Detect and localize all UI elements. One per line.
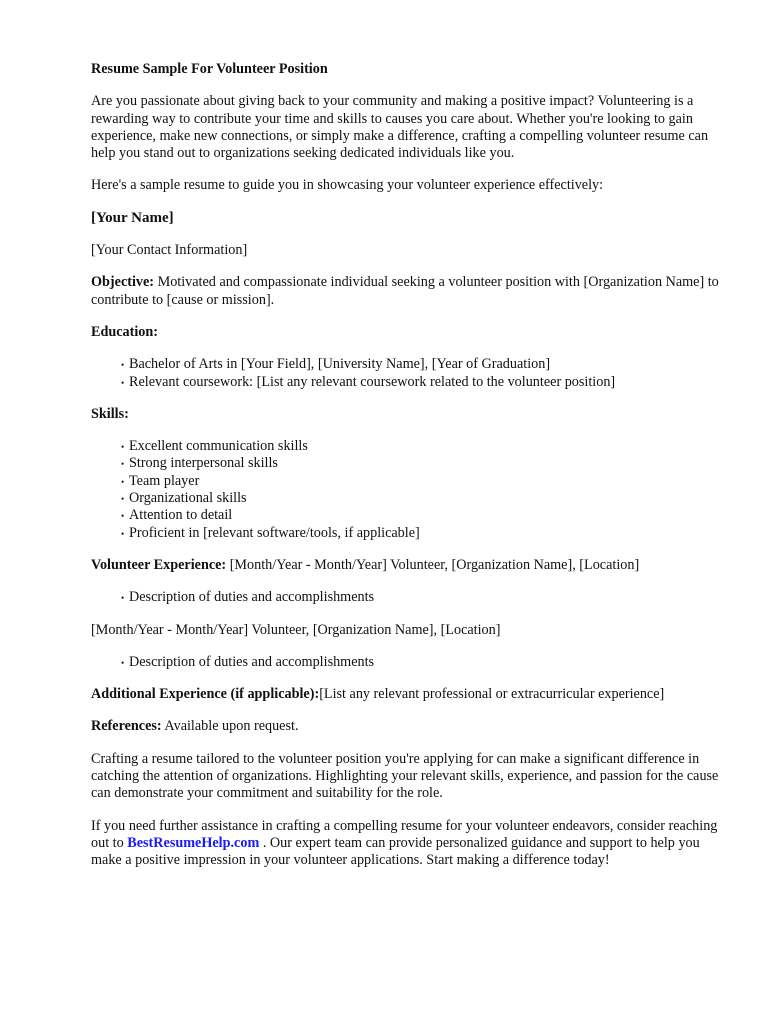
education-list bbox=[91, 356, 731, 391]
bullet-icon: • bbox=[121, 442, 125, 453]
additional-experience-label: Additional Experience (if applicable): bbox=[91, 686, 320, 703]
list-item-text: Organizational skills bbox=[129, 490, 247, 507]
skills-list bbox=[91, 438, 731, 542]
list-item-text: Proficient in [relevant software/tools, if applicable] bbox=[129, 524, 420, 541]
bullet-icon: • bbox=[121, 511, 125, 522]
objective-text: Motivated and compassionate individual seeking a volunteer position with [Organization Name] to contribute to [cause or mission]. bbox=[91, 274, 719, 308]
list-item bbox=[121, 654, 731, 671]
list-item bbox=[121, 490, 731, 507]
objective-label: Objective: bbox=[91, 274, 155, 291]
volunteer-entry-1-list bbox=[91, 589, 731, 606]
bullet-icon: • bbox=[121, 476, 125, 487]
additional-experience-section bbox=[91, 686, 731, 703]
list-item bbox=[121, 507, 731, 524]
bullet-icon: • bbox=[121, 459, 125, 470]
list-item bbox=[121, 374, 731, 391]
document-title: Resume Sample For Volunteer Position bbox=[91, 61, 328, 77]
closing-2-after: . Our expert team can provide personalized guidance and support to help you make a positive impression in your volunteer applications. Start making a difference today! bbox=[91, 834, 700, 869]
bullet-icon: • bbox=[121, 657, 125, 668]
list-item-text: Description of duties and accomplishments bbox=[129, 653, 375, 670]
references-text: Available upon request. bbox=[164, 718, 299, 735]
volunteer-experience-section bbox=[91, 557, 731, 574]
resume-name: [Your Name] bbox=[91, 209, 174, 226]
education-heading: Education: bbox=[91, 323, 159, 340]
list-item bbox=[121, 438, 731, 455]
objective-section bbox=[91, 274, 731, 309]
document-page bbox=[91, 61, 731, 885]
volunteer-entry-1: [Month/Year - Month/Year] Volunteer, [Organization Name], [Location] bbox=[229, 556, 640, 573]
volunteer-entry-2: [Month/Year - Month/Year] Volunteer, [Organization Name], [Location] bbox=[91, 621, 501, 638]
list-item-text: Relevant coursework: [List any relevant coursework related to the volunteer position] bbox=[129, 373, 616, 390]
list-item-text: Team player bbox=[129, 472, 200, 489]
references-label: References: bbox=[91, 718, 162, 735]
list-item bbox=[121, 589, 731, 606]
lead-in-paragraph: Here's a sample resume to guide you in showcasing your volunteer experience effectively: bbox=[91, 177, 604, 194]
list-item bbox=[121, 473, 731, 490]
list-item bbox=[121, 356, 731, 373]
bullet-icon: • bbox=[121, 377, 125, 388]
list-item-text: Strong interpersonal skills bbox=[129, 455, 278, 472]
list-item-text: Attention to detail bbox=[129, 507, 233, 524]
volunteer-entry-2-list bbox=[91, 654, 731, 671]
list-item-text: Excellent communication skills bbox=[129, 438, 308, 455]
references-section bbox=[91, 718, 731, 735]
bullet-icon: • bbox=[121, 494, 125, 505]
list-item-text: Description of duties and accomplishments bbox=[129, 589, 375, 606]
volunteer-experience-label: Volunteer Experience: bbox=[91, 556, 227, 573]
list-item bbox=[121, 525, 731, 542]
closing-2-before: If you need further assistance in crafting a compelling resume for your volunteer endeavors, consider reaching out to bbox=[91, 817, 718, 851]
additional-experience-text: [List any relevant professional or extracurricular experience] bbox=[319, 686, 665, 703]
closing-paragraph-2 bbox=[91, 818, 731, 870]
bullet-icon: • bbox=[121, 528, 125, 539]
bestresumehelp-link[interactable]: BestResumeHelp.com bbox=[127, 834, 260, 851]
intro-paragraph: Are you passionate about giving back to your community and making a positive impact? Volunteering is a rewarding way to contribute your time and skills to causes you care about. Whether you're looking to gain experience, make new connections, or simply make a difference, crafting a compelling volunteer resume can help you stand out to organizations seeking dedicated individuals like you. bbox=[91, 93, 709, 162]
bullet-icon: • bbox=[121, 360, 125, 371]
bullet-icon: • bbox=[121, 593, 125, 604]
closing-paragraph-1: Crafting a resume tailored to the volunteer position you're applying for can make a significant difference in catching the attention of organizations. Highlighting your relevant skills, experience, and passion for the cause can demonstrate your commitment and suitability for the role. bbox=[91, 750, 719, 802]
list-item bbox=[121, 455, 731, 472]
contact-information: [Your Contact Information] bbox=[91, 242, 248, 259]
list-item-text: Bachelor of Arts in [Your Field], [University Name], [Year of Graduation] bbox=[129, 356, 551, 373]
skills-heading: Skills: bbox=[91, 405, 129, 422]
